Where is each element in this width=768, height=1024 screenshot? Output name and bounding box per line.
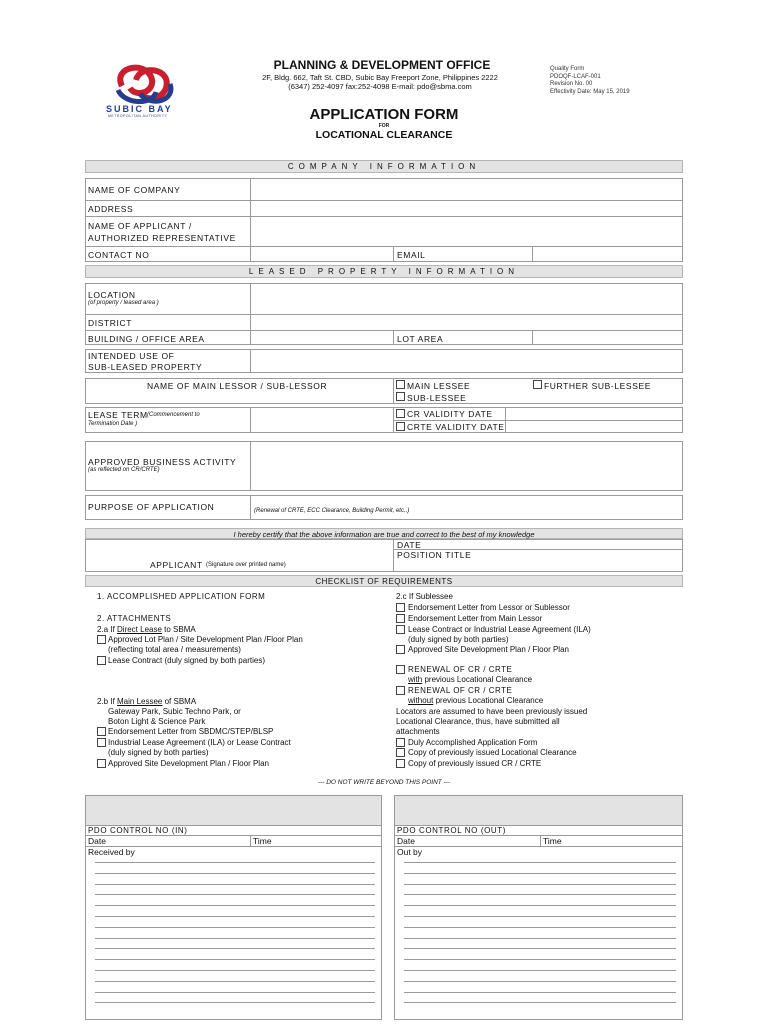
label-lessor: NAME OF MAIN LESSOR / SUB-LESSOR [147,381,328,391]
label-company-name: NAME OF COMPANY [88,185,181,195]
checklist-renewal-with-detail [408,675,532,684]
further-sub-lessee-checkbox[interactable] [533,380,542,389]
writing-line [404,927,676,928]
heading-prefix: 2.b If [97,697,118,706]
label-sub-leased: SUB-LEASED PROPERTY [88,362,203,372]
label-intended-use: INTENDED USE OF [88,351,175,361]
signature-field[interactable] [86,540,392,571]
checkbox-2b-2[interactable] [97,738,106,747]
writing-line [95,905,375,906]
label-lot-area: LOT AREA [397,334,444,344]
label-address: ADDRESS [88,204,134,214]
checkbox-2a-2[interactable] [97,656,106,665]
label-applicant-signature: APPLICANT [150,560,203,570]
checklist-note-1: Locators are assumed to have been previously issued [396,707,588,716]
label-applicant: NAME OF APPLICANT / [88,221,192,231]
writing-line [95,927,375,928]
label-activity-sub: (as reflected on CR/CRTE) [88,467,160,473]
district-field[interactable] [251,315,682,330]
label-in-time: Time [253,836,272,846]
cr-validity-field[interactable] [506,408,682,420]
do-not-write-notice: --- DO NOT WRITE BEYOND THIS POINT --- [317,779,451,786]
checklist-2c-2: Endorsement Letter from Main Lessor [408,614,543,623]
checkbox-r4[interactable] [396,738,405,747]
checklist-2b-3: Approved Site Development Plan / Floor Plan [108,759,269,768]
business-activity-field[interactable] [251,442,682,490]
column-divider [540,835,541,846]
checklist-renewal-without-detail [408,696,543,705]
writing-line [95,862,375,863]
sub-lessee-checkbox[interactable] [396,392,405,401]
column-divider [393,330,394,345]
checklist-2b-1: Endorsement Letter from SBDMC/STEP/BLSP [108,727,274,736]
label-lease-term-sub: (Commencement to [147,412,200,418]
writing-line [404,862,676,863]
checkbox-2c-2[interactable] [396,614,405,623]
label-contact-no: CONTACT NO [88,250,150,260]
checklist-2a-1b: (reflecting total area / measurements) [108,645,241,654]
crte-validity-field[interactable] [506,421,682,432]
row-divider [85,835,382,836]
checklist-2b-heading [97,697,196,706]
purpose-field[interactable] [251,496,682,519]
checklist-2a-heading [97,625,196,634]
label-purpose-sub: (Renewal of CRTE, ECC Clearance, Building Permit, etc..) [254,508,410,514]
checkbox-renewal-without[interactable] [396,686,405,695]
main-lessee-checkbox[interactable] [396,380,405,389]
quality-line: Effectivity Date: May 15, 2019 [550,88,630,95]
office-out-shade [395,796,682,825]
label-lease-term: LEASE TERM [88,410,148,420]
label-applicant-sub: (Signature over printed name) [206,562,286,568]
checkbox-2c-4[interactable] [396,645,405,654]
logo-text: SUBIC BAY [106,104,173,114]
heading-emphasis: Main Lessee [117,697,163,706]
company-name-field[interactable] [251,179,682,200]
label-out-date: Date [397,836,415,846]
writing-line [95,894,375,895]
label-further-sub-lessee: FURTHER SUB-LESSEE [544,381,651,391]
applicant-field[interactable] [251,217,682,246]
lot-area-field[interactable] [533,331,682,345]
checklist-note-3: attachments [396,727,440,736]
row-divider [394,835,683,836]
checkbox-2c-3[interactable] [396,625,405,634]
certify-band [85,528,683,539]
writing-line [404,884,676,885]
label-authorized-rep: AUTHORIZED REPRESENTATIVE [88,233,236,243]
checklist-2a-1: Approved Lot Plan / Site Development Plan /Floor Plan [108,635,303,644]
label-location-sub: (of property / leased area ) [88,300,159,306]
crte-validity-checkbox[interactable] [396,422,405,431]
checklist-item-2: 2. ATTACHMENTS [97,614,172,623]
renewal-suffix: previous Locational Clearance [422,675,533,684]
writing-line [404,905,676,906]
checklist-r6: Copy of previously issued CR / CRTE [408,759,542,768]
checklist-r4: Duly Accomplished Application Form [408,738,538,747]
label-position-title: POSITION TITLE [397,550,472,560]
checkbox-r5[interactable] [396,748,405,757]
checklist-band [85,575,683,587]
writing-line [95,948,375,949]
writing-line [404,894,676,895]
writing-line [95,873,375,874]
checkbox-2b-3[interactable] [97,759,106,768]
label-crte-validity: CRTE VALIDITY DATE [407,422,505,432]
checklist-title: CHECKLIST OF REQUIREMENTS [315,577,453,586]
quality-line: PDOQF-LCAF-001 [550,73,601,80]
office-in-shade [86,796,381,825]
label-main-lessee: MAIN LESSEE [407,381,471,391]
quality-line: Quality Form [550,66,585,72]
writing-line [95,981,375,982]
checklist-2a-2: Lease Contract (duly signed by both parties) [108,656,265,665]
checkbox-r6[interactable] [396,759,405,768]
contact-no-field[interactable] [251,247,393,262]
checklist-2c-3b: (duly signed by both parties) [408,635,509,644]
logo-subtext: METROPOLITAN AUTHORITY [108,114,168,118]
label-pdo-control-out: PDO CONTROL NO (OUT) [397,826,507,835]
writing-line [95,916,375,917]
writing-line [95,938,375,939]
cr-validity-checkbox[interactable] [396,409,405,418]
label-out-time: Time [543,836,562,846]
address-field[interactable] [251,201,682,216]
checklist-renewal-with: RENEWAL OF CR / CRTE [408,665,513,674]
renewal-emphasis: with [408,675,423,684]
column-divider [393,246,394,262]
checklist-2c-3: Lease Contract or Industrial Lease Agreement (ILA) [408,625,591,634]
label-out-by: Out by [397,847,423,857]
checklist-r5: Copy of previously issued Locational Clearance [408,748,577,757]
writing-line [404,981,676,982]
checklist-2b-2b: (duly signed by both parties) [108,748,209,757]
writing-line [95,884,375,885]
label-received-by: Received by [88,847,135,857]
office-address: 2F, Bldg. 662, Taft St. CBD, Subic Bay Freeport Zone, Philippines 2222 [262,73,498,82]
leased-property-band: LEASED PROPERTY INFORMATION [85,265,683,278]
label-pdo-control-in: PDO CONTROL NO (IN) [88,826,188,835]
writing-line [404,959,676,960]
label-sub-lessee: SUB-LESSEE [407,393,467,403]
form-title-for: FOR [378,123,390,129]
heading-emphasis: Direct Lease [117,625,162,634]
quality-form-block [550,66,630,96]
writing-line [404,938,676,939]
column-divider [393,539,394,572]
checklist-2c-1: Endorsement Letter from Lessor or Sublessor [408,603,570,612]
form-subtitle: LOCATIONAL CLEARANCE [315,129,453,141]
label-email: EMAIL [397,250,426,260]
checklist-2c-4: Approved Site Development Plan / Floor Plan [408,645,569,654]
checklist-2c-heading: 2.c If Sublessee [396,592,453,601]
label-purpose: PURPOSE OF APPLICATION [88,502,215,512]
writing-line [95,1002,375,1003]
form-title: APPLICATION FORM [309,106,459,123]
checklist-2b-0a: Gateway Park, Subic Techno Park, or [108,707,241,716]
checkbox-2b-1[interactable] [97,727,106,736]
row-divider [394,846,683,847]
lease-term-field[interactable] [251,408,393,432]
writing-line [404,916,676,917]
office-contact: (6347) 252-4097 fax:252-4098 E-mail: pdo@sbma.com [288,82,472,91]
label-building: BUILDING / OFFICE AREA [88,334,205,344]
writing-line [404,970,676,971]
label-business-activity: APPROVED BUSINESS ACTIVITY [88,457,237,467]
checklist-2b-0b: Boton Light & Science Park [108,717,206,726]
checkbox-renewal-with[interactable] [396,665,405,674]
renewal-suffix: previous Locational Clearance [433,696,544,705]
office-title: PLANNING & DEVELOPMENT OFFICE [273,58,491,72]
column-divider [393,378,394,404]
writing-line [404,873,676,874]
writing-line [404,992,676,993]
renewal-emphasis: without [408,696,434,705]
date-field[interactable] [440,540,682,549]
writing-line [95,959,375,960]
label-lease-term-sub2: Termination Date ) [88,421,138,427]
heading-prefix: 2.a If [97,625,118,634]
sbma-logo-icon [100,58,190,108]
label-location: LOCATION [88,290,136,300]
checklist-2b-2: Industrial Lease Agreement (ILA) or Lease Contract [108,738,291,747]
label-in-date: Date [88,836,106,846]
position-title-field[interactable] [480,550,682,571]
building-field[interactable] [251,331,393,345]
label-district: DISTRICT [88,318,132,328]
label-date: DATE [397,540,422,550]
writing-line [404,948,676,949]
heading-suffix: of SBMA [162,697,197,706]
logo [100,58,190,120]
checklist-renewal-without: RENEWAL OF CR / CRTE [408,686,513,695]
heading-suffix: to SBMA [161,625,196,634]
company-info-band: COMPANY INFORMATION [85,160,683,173]
writing-line [404,1002,676,1003]
column-divider [250,835,251,846]
writing-line [95,970,375,971]
checkbox-2a-1[interactable] [97,635,106,644]
checklist-item-1: 1. ACCOMPLISHED APPLICATION FORM [97,592,266,601]
checklist-note-2: Locational Clearance, thus, have submitted all [396,717,560,726]
checkbox-2c-1[interactable] [396,603,405,612]
intended-use-field[interactable] [251,350,682,372]
writing-line [95,992,375,993]
certify-text: I hereby certify that the above information are true and correct to the best of my knowledge [233,530,535,539]
email-field[interactable] [533,247,682,262]
quality-line: Revision No. 00 [550,81,593,87]
label-cr-validity: CR VALIDITY DATE [407,409,493,419]
location-field[interactable] [251,284,682,314]
